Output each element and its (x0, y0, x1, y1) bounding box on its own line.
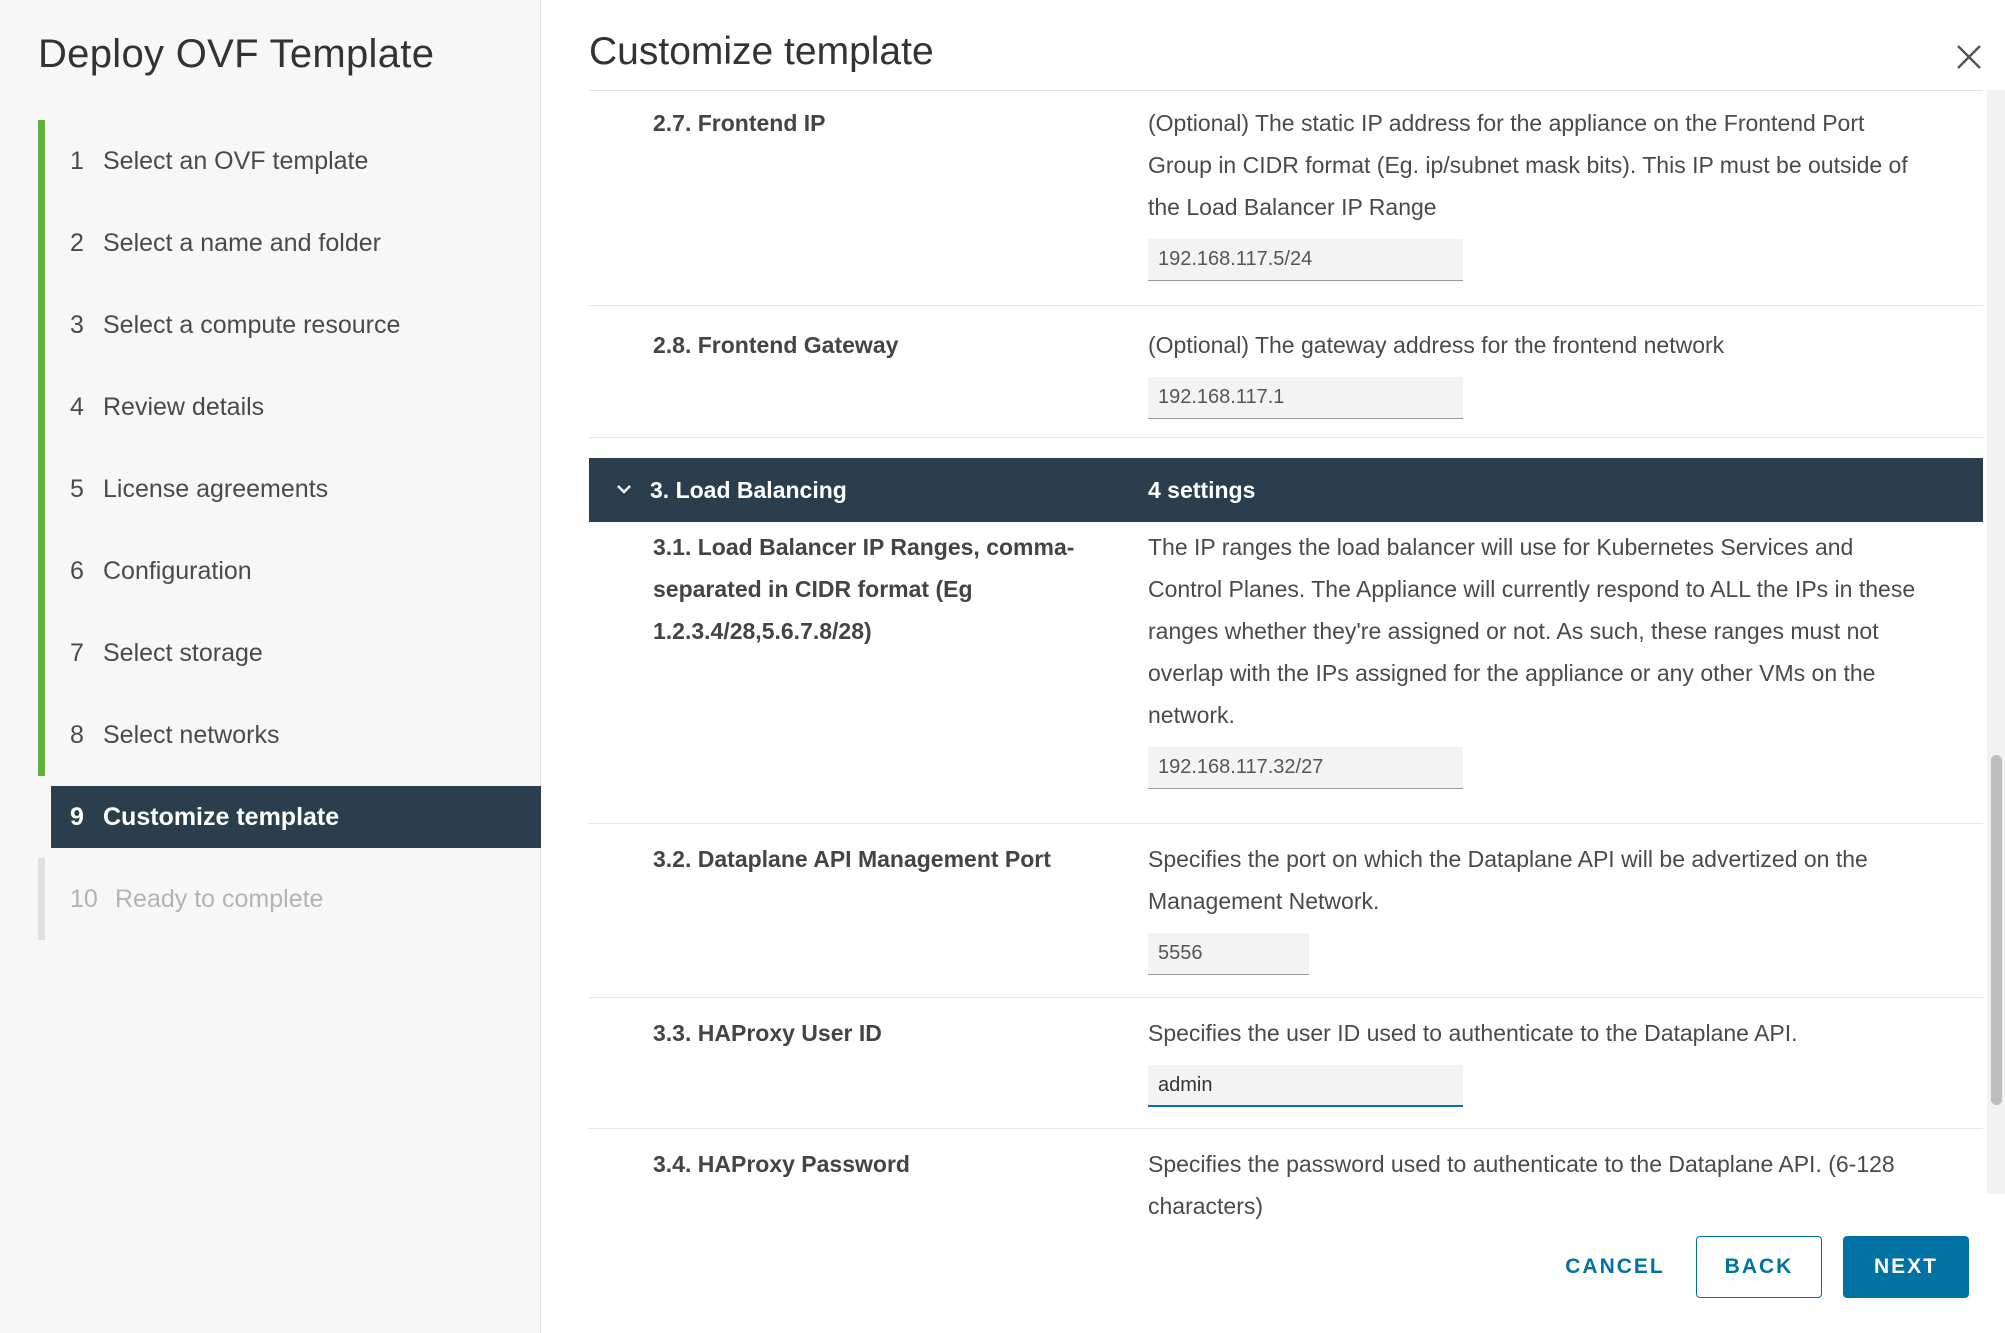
setting-haproxy-user (589, 998, 1983, 1129)
setting-label: 3.2. Dataplane API Management Port (653, 846, 1051, 872)
step-label: Review details (103, 392, 265, 421)
wizard-step-2[interactable] (38, 202, 541, 284)
setting-description: Specifies the port on which the Dataplane API will be advertized on the Management Network. (1148, 846, 1868, 914)
wizard-title: Deploy OVF Template (38, 32, 435, 76)
setting-dataplane-port (589, 824, 1983, 998)
section-title: 3. Load Balancing (650, 476, 847, 503)
frontend-ip-input[interactable] (1148, 239, 1463, 281)
section-settings-count: 4 settings (1148, 476, 1256, 503)
page-title: Customize template (589, 30, 934, 73)
wizard-step-5[interactable] (38, 448, 541, 530)
wizard-steps (38, 120, 541, 940)
step-label: Select a name and folder (103, 228, 381, 257)
cancel-button[interactable]: CANCEL (1545, 1236, 1685, 1298)
settings-scrollbar[interactable] (1987, 90, 2005, 1194)
close-icon[interactable] (1952, 40, 1986, 74)
setting-description: Specifies the user ID used to authenticate to the Dataplane API. (1148, 1020, 1798, 1046)
step-label: Select an OVF template (103, 146, 369, 175)
step-number: 3 (70, 310, 84, 339)
step-label: Customize template (103, 802, 340, 831)
dataplane-port-input[interactable] (1148, 933, 1309, 975)
section-load-balancing-header[interactable] (589, 458, 1983, 522)
frontend-gateway-input[interactable] (1148, 377, 1463, 419)
step-number: 5 (70, 474, 84, 503)
step-number: 2 (70, 228, 84, 257)
step-number: 1 (70, 146, 84, 175)
wizard-step-6[interactable] (38, 530, 541, 612)
step-label: Select networks (103, 720, 280, 749)
next-button[interactable]: NEXT (1843, 1236, 1969, 1298)
wizard-step-8[interactable] (38, 694, 541, 776)
wizard-step-7[interactable] (38, 612, 541, 694)
settings-scroll-area[interactable] (589, 90, 1983, 1219)
setting-label: 2.8. Frontend Gateway (653, 332, 899, 358)
step-label: Select a compute resource (103, 310, 401, 339)
step-label: Ready to complete (115, 884, 324, 913)
wizard-step-9-active[interactable] (51, 786, 541, 848)
back-button[interactable]: BACK (1696, 1236, 1822, 1298)
scrollbar-thumb[interactable] (1991, 755, 2002, 1105)
setting-description: (Optional) The gateway address for the frontend network (1148, 332, 1725, 358)
setting-label: 2.7. Frontend IP (653, 110, 826, 136)
setting-label: 3.3. HAProxy User ID (653, 1020, 882, 1046)
step-label: Configuration (103, 556, 252, 585)
step-label: License agreements (103, 474, 329, 503)
step-number: 7 (70, 638, 84, 667)
setting-frontend-gateway (589, 306, 1983, 438)
step-label: Select storage (103, 638, 263, 667)
setting-description: The IP ranges the load balancer will use for Kubernetes Services and Control Planes. The Appliance will currently respond to ALL the IPs in these ranges whether they're assigned or not. As such, these ranges must not overlap with the IPs assigned for the appliance or any other VMs on the network. (1148, 534, 1916, 728)
step-number: 8 (70, 720, 84, 749)
lb-ip-ranges-input[interactable] (1148, 747, 1463, 789)
setting-description: Specifies the password used to authenticate to the Dataplane API. (6-128 characters) (1148, 1151, 1895, 1219)
wizard-step-1[interactable] (38, 120, 541, 202)
main-panel (541, 0, 2005, 1333)
setting-frontend-ip (589, 91, 1983, 306)
haproxy-user-input[interactable] (1148, 1065, 1463, 1107)
chevron-down-icon (613, 478, 635, 500)
step-number: 9 (70, 802, 84, 831)
wizard-step-4[interactable] (38, 366, 541, 448)
setting-label: 3.1. Load Balancer IP Ranges, comma-separated in CIDR format (Eg 1.2.3.4/28,5.6.7.8/28) (653, 534, 1075, 644)
step-number: 10 (70, 884, 98, 913)
step-number: 6 (70, 556, 84, 585)
setting-label: 3.4. HAProxy Password (653, 1151, 910, 1177)
setting-description: (Optional) The static IP address for the appliance on the Frontend Port Group in CIDR format (Eg. ip/subnet mask bits). This IP must be outside of the Load Balancer IP Range (1148, 110, 1908, 220)
wizard-step-10 (38, 858, 541, 940)
wizard-sidebar (0, 0, 541, 1333)
setting-lb-ip-ranges (589, 522, 1983, 824)
wizard-step-3[interactable] (38, 284, 541, 366)
step-number: 4 (70, 392, 84, 421)
